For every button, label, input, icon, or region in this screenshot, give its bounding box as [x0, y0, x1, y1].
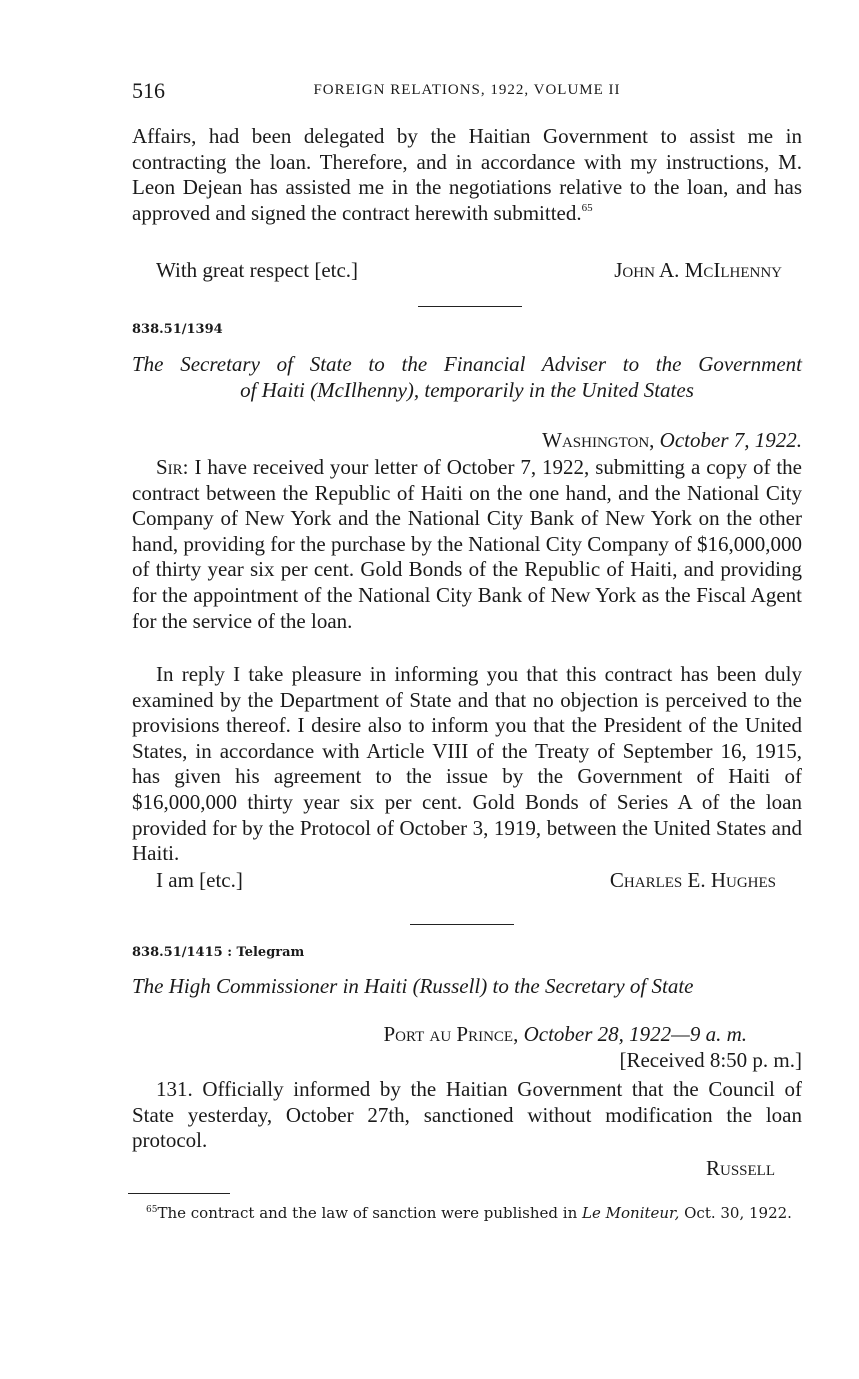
doc1-signature: John A. McIlhenny — [614, 258, 782, 282]
doc2-closing-row — [132, 868, 802, 894]
doc3-body: 131. Officially informed by the Haitian Government that the Council of State yesterday, October 27th, sanctioned without modification the loan protocol. — [132, 1077, 802, 1153]
doc1-paragraph: Affairs, had been delegated by the Haitian Government to assist me in contracting the loan. Therefore, and in accordance with my instructions, M. Leon Dejean has assisted me in the negotiations relative to the loan, and has approved and signed the contract herewith submitted.$^{65}$ — [132, 124, 802, 225]
doc3-file-number: 838.51/1415 : Telegram — [132, 945, 305, 960]
doc2-paragraph-1: Sir: I have received your letter of October 7, 1922, submitting a copy of the contract between the Republic of Haiti on the one hand, and the National City Company of New York and the National City Bank of New York on the other hand, providing for the purchase by the National City Company of $16,000,000 of thirty year six per cent. Gold Bonds of the Republic of Haiti, and providing for the appointment of the National City Bank of New York as the Fiscal Agent for the service of the loan. — [132, 455, 803, 633]
divider-rule — [418, 306, 522, 307]
doc2-title: The Secretary of State to the Financial Adviser to the Government of Haiti (McIlhenny), temporarily in the United States — [132, 352, 802, 402]
doc3-signature: Russell — [705, 1156, 775, 1180]
divider-rule — [410, 924, 514, 925]
doc2-paragraph-2: In reply I take pleasure in informing you that this contract has been duly examined by the Department of State and that no objection is perceived to the provisions thereof. I desire also to inform you that the President of the United States, in accordance with Article VIII of the Treaty of September 16, 1915, has given his agreement to the issue by the Government of Haiti of $16,000,000 thirty year six per cent. Gold Bonds of Series A of the loan provided for by the Protocol of October 3, 1919, between the United States and Haiti. — [132, 662, 802, 866]
doc2-dateline: Washington, October 7, 1922. — [542, 428, 802, 452]
doc3-dateline: Port au Prince, October 28, 1922—9 a. m. — [383, 1022, 747, 1046]
doc2-signature: Charles E. Hughes — [609, 868, 776, 892]
doc2-closing: I am [etc.] — [156, 868, 243, 892]
doc1-closing: With great respect [etc.] — [156, 258, 359, 282]
footnote-rule — [128, 1193, 230, 1194]
doc3-title: The High Commissioner in Haiti (Russell) to the Secretary of State — [132, 974, 694, 998]
page-header — [132, 76, 802, 106]
doc3-received: [Received 8:50 p. m.] — [619, 1048, 802, 1072]
footnote-ref: 65 — [581, 201, 593, 214]
doc2-salutation: Sir: — [156, 455, 189, 479]
page-number: 516 — [132, 78, 165, 103]
doc2-file-number: 838.51/1394 — [132, 322, 223, 337]
running-head: FOREIGN RELATIONS, 1922, VOLUME II — [313, 82, 621, 98]
doc1-closing-row — [132, 258, 802, 284]
footnote: $^{65}$The contract and the law of sanction were published in Le Moniteur, Oct. 30, 1922. — [146, 1204, 792, 1222]
